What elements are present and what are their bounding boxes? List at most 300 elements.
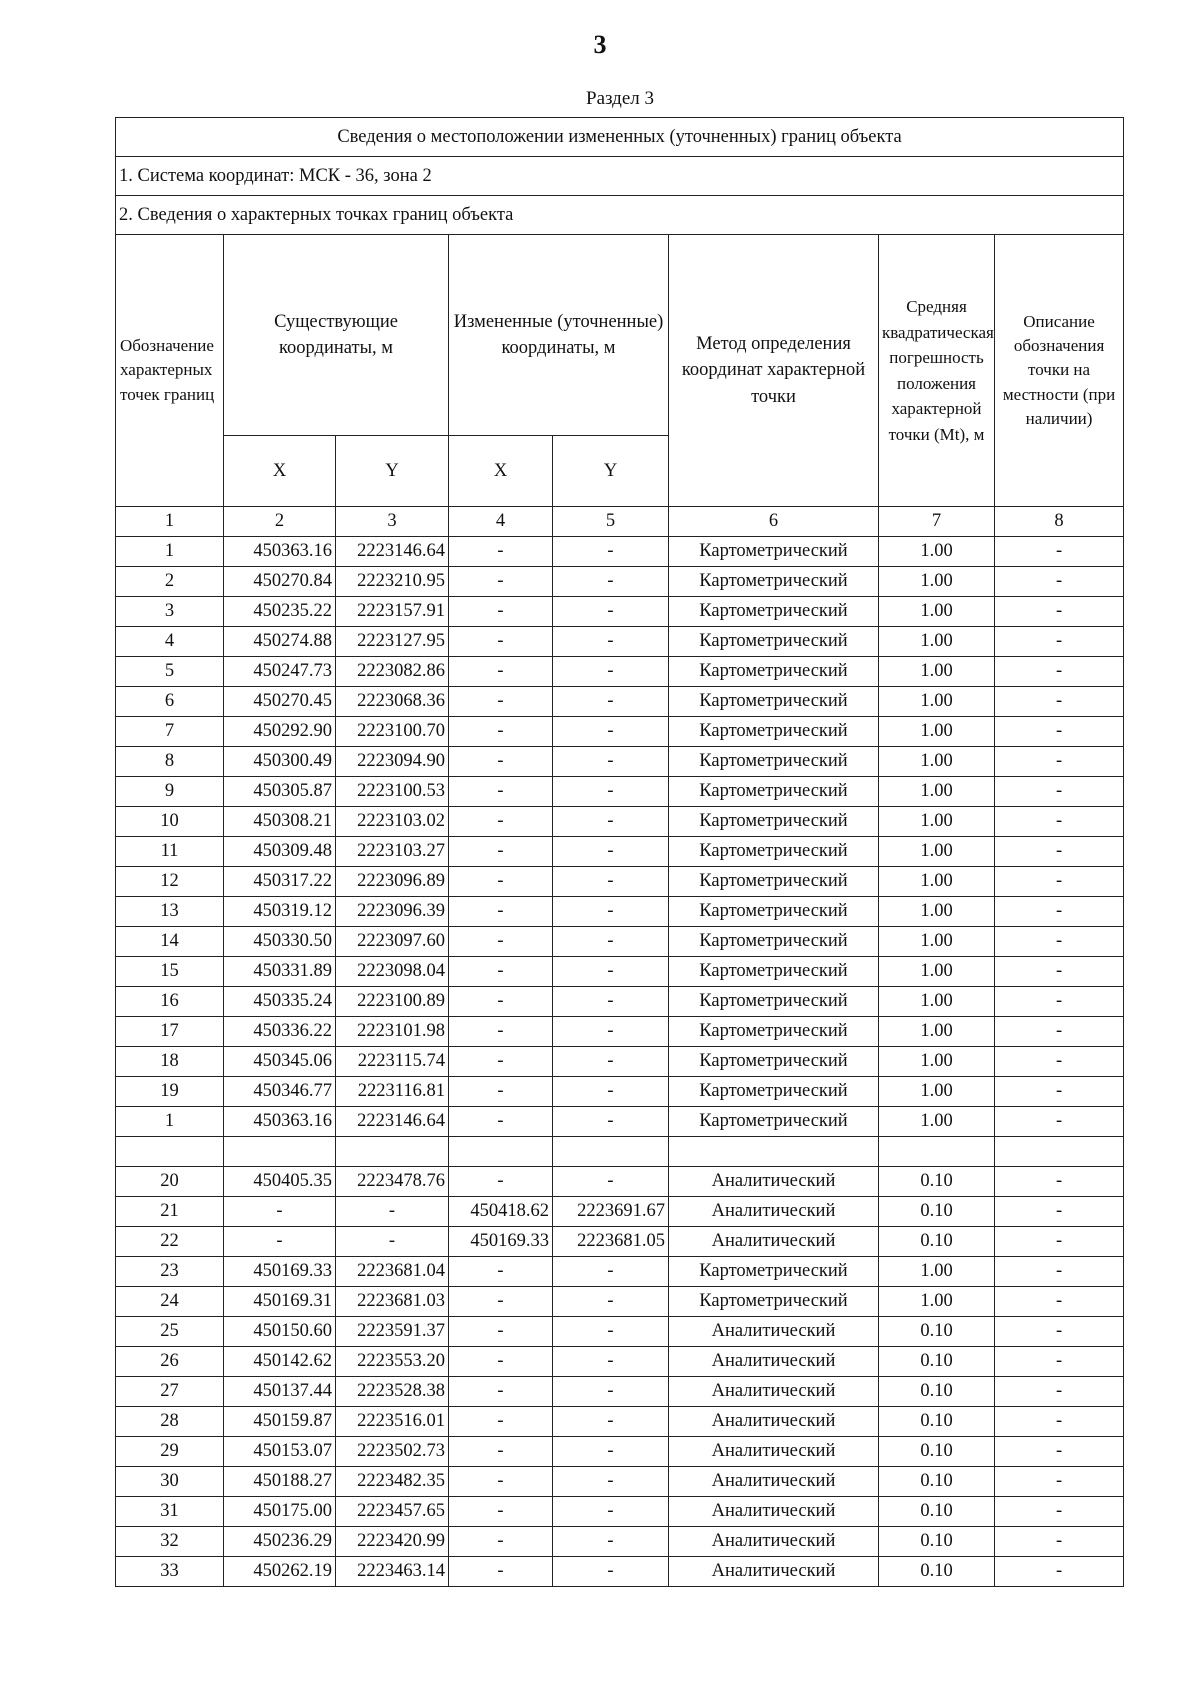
table-row	[116, 1077, 1124, 1107]
changed-y-cell: -	[553, 927, 669, 957]
existing-y-cell: 2223098.04	[336, 957, 449, 987]
existing-y-cell: 2223082.86	[336, 657, 449, 687]
table-row	[116, 1287, 1124, 1317]
changed-x-cell: -	[449, 1557, 553, 1587]
method-cell: Картометрический	[669, 867, 879, 897]
point-cell: 7	[116, 717, 224, 747]
point-cell: 24	[116, 1287, 224, 1317]
existing-x-cell: 450331.89	[224, 957, 336, 987]
table-row	[116, 597, 1124, 627]
changed-y-cell: -	[553, 957, 669, 987]
column-number: 3	[336, 507, 449, 537]
existing-y-cell: 2223157.91	[336, 597, 449, 627]
description-cell: -	[995, 867, 1124, 897]
existing-y-cell: 2223478.76	[336, 1167, 449, 1197]
table-row	[116, 717, 1124, 747]
accuracy-cell: 0.10	[879, 1467, 995, 1497]
accuracy-cell: 1.00	[879, 537, 995, 567]
method-cell: Картометрический	[669, 627, 879, 657]
coord-system: 1. Система координат: МСК - 36, зона 2	[116, 157, 1124, 196]
column-number: 4	[449, 507, 553, 537]
description-cell: -	[995, 1107, 1124, 1137]
existing-x-cell: 450175.00	[224, 1497, 336, 1527]
accuracy-cell	[879, 1137, 995, 1167]
existing-x-cell: 450137.44	[224, 1377, 336, 1407]
existing-x-cell: 450336.22	[224, 1017, 336, 1047]
description-cell: -	[995, 657, 1124, 687]
changed-y-cell: 2223691.67	[553, 1197, 669, 1227]
existing-x-cell: 450247.73	[224, 657, 336, 687]
changed-x-cell: -	[449, 807, 553, 837]
accuracy-cell: 0.10	[879, 1167, 995, 1197]
changed-x-cell: -	[449, 1317, 553, 1347]
changed-x-cell: -	[449, 1497, 553, 1527]
point-cell: 21	[116, 1197, 224, 1227]
existing-x-cell: 450300.49	[224, 747, 336, 777]
description-cell: -	[995, 987, 1124, 1017]
accuracy-cell: 1.00	[879, 807, 995, 837]
changed-y-cell: -	[553, 747, 669, 777]
changed-y-cell: -	[553, 1257, 669, 1287]
changed-y-cell: -	[553, 687, 669, 717]
existing-x-cell: 450153.07	[224, 1437, 336, 1467]
changed-x-cell: -	[449, 627, 553, 657]
description-cell	[995, 1137, 1124, 1167]
point-cell: 33	[116, 1557, 224, 1587]
changed-y-cell: -	[553, 777, 669, 807]
header-designation: Обозначение характерных точек границ	[116, 235, 224, 507]
existing-y-cell: 2223681.03	[336, 1287, 449, 1317]
existing-x-cell: 450363.16	[224, 537, 336, 567]
changed-y-cell: -	[553, 537, 669, 567]
changed-x-cell	[449, 1137, 553, 1167]
changed-x-cell: 450169.33	[449, 1227, 553, 1257]
table-row	[116, 747, 1124, 777]
changed-y-cell: 2223681.05	[553, 1227, 669, 1257]
point-cell: 1	[116, 1107, 224, 1137]
point-cell: 3	[116, 597, 224, 627]
existing-y-cell: -	[336, 1197, 449, 1227]
point-cell: 20	[116, 1167, 224, 1197]
existing-x-cell: 450236.29	[224, 1527, 336, 1557]
changed-y-cell: -	[553, 1287, 669, 1317]
changed-y-cell: -	[553, 717, 669, 747]
changed-y-cell: -	[553, 657, 669, 687]
table-row	[116, 537, 1124, 567]
method-cell: Аналитический	[669, 1497, 879, 1527]
section-label: Раздел 3	[586, 88, 654, 109]
existing-x-cell: 450305.87	[224, 777, 336, 807]
description-cell: -	[995, 597, 1124, 627]
table-row	[116, 1527, 1124, 1557]
header-existing-y: Y	[336, 436, 449, 507]
column-number: 5	[553, 507, 669, 537]
accuracy-cell: 1.00	[879, 657, 995, 687]
changed-y-cell: -	[553, 1017, 669, 1047]
method-cell: Аналитический	[669, 1317, 879, 1347]
point-cell: 13	[116, 897, 224, 927]
accuracy-cell: 1.00	[879, 717, 995, 747]
table-row	[116, 1347, 1124, 1377]
method-cell: Картометрический	[669, 747, 879, 777]
existing-y-cell: 2223210.95	[336, 567, 449, 597]
point-cell: 27	[116, 1377, 224, 1407]
changed-x-cell: -	[449, 777, 553, 807]
description-cell: -	[995, 687, 1124, 717]
changed-x-cell: -	[449, 537, 553, 567]
changed-y-cell: -	[553, 807, 669, 837]
method-cell: Аналитический	[669, 1197, 879, 1227]
accuracy-cell: 1.00	[879, 597, 995, 627]
changed-y-cell: -	[553, 1557, 669, 1587]
table-row	[116, 1497, 1124, 1527]
changed-x-cell: 450418.62	[449, 1197, 553, 1227]
point-cell: 5	[116, 657, 224, 687]
point-cell: 16	[116, 987, 224, 1017]
changed-x-cell: -	[449, 1167, 553, 1197]
description-cell: -	[995, 1257, 1124, 1287]
header-accuracy: Средняя квадратическая погрешность положения характерной точки (Mt), м	[879, 235, 995, 507]
changed-y-cell: -	[553, 837, 669, 867]
existing-x-cell: 450235.22	[224, 597, 336, 627]
method-cell: Аналитический	[669, 1227, 879, 1257]
method-cell: Аналитический	[669, 1527, 879, 1557]
description-cell: -	[995, 627, 1124, 657]
accuracy-cell: 1.00	[879, 837, 995, 867]
point-cell: 32	[116, 1527, 224, 1557]
accuracy-cell: 1.00	[879, 897, 995, 927]
accuracy-cell: 1.00	[879, 1047, 995, 1077]
table-row	[116, 837, 1124, 867]
method-cell: Картометрический	[669, 597, 879, 627]
accuracy-cell: 1.00	[879, 927, 995, 957]
changed-y-cell: -	[553, 1047, 669, 1077]
method-cell: Картометрический	[669, 957, 879, 987]
accuracy-cell: 1.00	[879, 687, 995, 717]
changed-x-cell: -	[449, 1257, 553, 1287]
column-number: 6	[669, 507, 879, 537]
point-cell: 23	[116, 1257, 224, 1287]
point-cell: 28	[116, 1407, 224, 1437]
existing-y-cell: 2223420.99	[336, 1527, 449, 1557]
description-cell: -	[995, 1557, 1124, 1587]
changed-x-cell: -	[449, 1287, 553, 1317]
description-cell: -	[995, 537, 1124, 567]
accuracy-cell: 0.10	[879, 1557, 995, 1587]
existing-x-cell: 450274.88	[224, 627, 336, 657]
table-row	[116, 927, 1124, 957]
existing-x-cell: 450405.35	[224, 1167, 336, 1197]
existing-y-cell	[336, 1137, 449, 1167]
point-cell: 25	[116, 1317, 224, 1347]
existing-x-cell	[224, 1137, 336, 1167]
accuracy-cell: 0.10	[879, 1437, 995, 1467]
accuracy-cell: 1.00	[879, 1077, 995, 1107]
description-cell: -	[995, 1077, 1124, 1107]
existing-y-cell: 2223463.14	[336, 1557, 449, 1587]
column-number: 1	[116, 507, 224, 537]
description-cell: -	[995, 777, 1124, 807]
table-row	[116, 897, 1124, 927]
changed-y-cell: -	[553, 1527, 669, 1557]
method-cell: Картометрический	[669, 1287, 879, 1317]
header-description: Описание обозначения точки на местности (при наличии)	[995, 235, 1124, 507]
description-cell: -	[995, 1497, 1124, 1527]
changed-y-cell: -	[553, 567, 669, 597]
description-cell: -	[995, 1017, 1124, 1047]
existing-x-cell: 450308.21	[224, 807, 336, 837]
accuracy-cell: 0.10	[879, 1377, 995, 1407]
method-cell: Аналитический	[669, 1377, 879, 1407]
point-cell: 6	[116, 687, 224, 717]
existing-x-cell: 450169.31	[224, 1287, 336, 1317]
table-row	[116, 1317, 1124, 1347]
changed-x-cell: -	[449, 1107, 553, 1137]
existing-x-cell: 450142.62	[224, 1347, 336, 1377]
description-cell: -	[995, 1227, 1124, 1257]
existing-y-cell: 2223146.64	[336, 1107, 449, 1137]
existing-y-cell: 2223101.98	[336, 1017, 449, 1047]
description-cell: -	[995, 717, 1124, 747]
changed-y-cell: -	[553, 1347, 669, 1377]
accuracy-cell: 1.00	[879, 867, 995, 897]
existing-x-cell: 450317.22	[224, 867, 336, 897]
changed-y-cell: -	[553, 627, 669, 657]
existing-y-cell: 2223103.27	[336, 837, 449, 867]
accuracy-cell: 1.00	[879, 627, 995, 657]
existing-y-cell: 2223115.74	[336, 1047, 449, 1077]
changed-x-cell: -	[449, 1467, 553, 1497]
changed-y-cell	[553, 1137, 669, 1167]
existing-y-cell: 2223094.90	[336, 747, 449, 777]
method-cell: Аналитический	[669, 1557, 879, 1587]
table-row	[116, 1137, 1124, 1167]
existing-y-cell: 2223100.89	[336, 987, 449, 1017]
method-cell: Картометрический	[669, 807, 879, 837]
existing-y-cell: 2223068.36	[336, 687, 449, 717]
existing-x-cell: 450169.33	[224, 1257, 336, 1287]
header-method: Метод определения координат характерной точки	[669, 235, 879, 507]
description-cell: -	[995, 1527, 1124, 1557]
existing-y-cell: 2223146.64	[336, 537, 449, 567]
method-cell: Картометрический	[669, 657, 879, 687]
description-cell: -	[995, 1377, 1124, 1407]
table-row	[116, 1197, 1124, 1227]
changed-x-cell: -	[449, 837, 553, 867]
changed-x-cell: -	[449, 1437, 553, 1467]
description-cell: -	[995, 1287, 1124, 1317]
method-cell: Аналитический	[669, 1407, 879, 1437]
existing-y-cell: 2223502.73	[336, 1437, 449, 1467]
changed-y-cell: -	[553, 1407, 669, 1437]
accuracy-cell: 0.10	[879, 1317, 995, 1347]
point-cell: 17	[116, 1017, 224, 1047]
existing-x-cell: 450330.50	[224, 927, 336, 957]
existing-y-cell: 2223116.81	[336, 1077, 449, 1107]
changed-x-cell: -	[449, 1527, 553, 1557]
table-row	[116, 657, 1124, 687]
existing-y-cell: -	[336, 1227, 449, 1257]
table-row	[116, 687, 1124, 717]
changed-y-cell: -	[553, 987, 669, 1017]
table-row	[116, 1557, 1124, 1587]
existing-y-cell: 2223528.38	[336, 1377, 449, 1407]
table-row	[116, 1227, 1124, 1257]
existing-y-cell: 2223127.95	[336, 627, 449, 657]
existing-x-cell: 450292.90	[224, 717, 336, 747]
existing-y-cell: 2223103.02	[336, 807, 449, 837]
existing-x-cell: 450188.27	[224, 1467, 336, 1497]
table-row	[116, 957, 1124, 987]
accuracy-cell: 0.10	[879, 1407, 995, 1437]
accuracy-cell: 0.10	[879, 1497, 995, 1527]
changed-x-cell: -	[449, 897, 553, 927]
points-heading: 2. Сведения о характерных точках границ объекта	[116, 196, 1124, 235]
description-cell: -	[995, 1467, 1124, 1497]
existing-y-cell: 2223096.39	[336, 897, 449, 927]
page-number: 3	[593, 30, 607, 59]
existing-x-cell: 450150.60	[224, 1317, 336, 1347]
existing-x-cell: -	[224, 1197, 336, 1227]
point-cell: 14	[116, 927, 224, 957]
changed-x-cell: -	[449, 657, 553, 687]
existing-y-cell: 2223100.70	[336, 717, 449, 747]
changed-y-cell: -	[553, 1467, 669, 1497]
table-row	[116, 777, 1124, 807]
accuracy-cell: 1.00	[879, 567, 995, 597]
table-row	[116, 627, 1124, 657]
existing-x-cell: 450346.77	[224, 1077, 336, 1107]
changed-x-cell: -	[449, 717, 553, 747]
changed-y-cell: -	[553, 1497, 669, 1527]
accuracy-cell: 1.00	[879, 1257, 995, 1287]
table-row	[116, 867, 1124, 897]
changed-x-cell: -	[449, 1407, 553, 1437]
column-number: 7	[879, 507, 995, 537]
accuracy-cell: 1.00	[879, 1017, 995, 1047]
changed-y-cell: -	[553, 897, 669, 927]
changed-y-cell: -	[553, 1107, 669, 1137]
point-cell: 29	[116, 1437, 224, 1467]
existing-y-cell: 2223482.35	[336, 1467, 449, 1497]
accuracy-cell: 0.10	[879, 1527, 995, 1557]
method-cell: Аналитический	[669, 1347, 879, 1377]
description-cell: -	[995, 1167, 1124, 1197]
accuracy-cell: 1.00	[879, 1287, 995, 1317]
method-cell: Картометрический	[669, 927, 879, 957]
method-cell: Аналитический	[669, 1437, 879, 1467]
point-cell: 2	[116, 567, 224, 597]
table-row	[116, 1437, 1124, 1467]
column-number: 2	[224, 507, 336, 537]
point-cell: 1	[116, 537, 224, 567]
accuracy-cell: 1.00	[879, 747, 995, 777]
description-cell: -	[995, 1047, 1124, 1077]
changed-y-cell: -	[553, 1167, 669, 1197]
method-cell: Картометрический	[669, 1077, 879, 1107]
existing-x-cell: 450270.45	[224, 687, 336, 717]
changed-y-cell: -	[553, 597, 669, 627]
changed-x-cell: -	[449, 1347, 553, 1377]
existing-y-cell: 2223097.60	[336, 927, 449, 957]
header-existing: Существующие координаты, м	[224, 235, 449, 436]
method-cell: Картометрический	[669, 537, 879, 567]
header-existing-x: X	[224, 436, 336, 507]
point-cell: 9	[116, 777, 224, 807]
existing-x-cell: 450309.48	[224, 837, 336, 867]
method-cell: Картометрический	[669, 1047, 879, 1077]
existing-x-cell: 450159.87	[224, 1407, 336, 1437]
method-cell: Картометрический	[669, 1017, 879, 1047]
point-cell: 8	[116, 747, 224, 777]
point-cell: 18	[116, 1047, 224, 1077]
accuracy-cell: 1.00	[879, 987, 995, 1017]
point-cell: 10	[116, 807, 224, 837]
existing-y-cell: 2223516.01	[336, 1407, 449, 1437]
description-cell: -	[995, 807, 1124, 837]
table-row	[116, 1377, 1124, 1407]
point-cell: 31	[116, 1497, 224, 1527]
changed-x-cell: -	[449, 687, 553, 717]
table-row	[116, 807, 1124, 837]
changed-y-cell: -	[553, 867, 669, 897]
changed-x-cell: -	[449, 567, 553, 597]
changed-y-cell: -	[553, 1377, 669, 1407]
boundary-points-table	[115, 117, 1124, 1587]
header-changed: Измененные (уточненные) координаты, м	[449, 235, 669, 436]
point-cell: 12	[116, 867, 224, 897]
description-cell: -	[995, 927, 1124, 957]
table-row	[116, 1257, 1124, 1287]
table-title: Сведения о местоположении измененных (уточненных) границ объекта	[116, 118, 1124, 157]
accuracy-cell: 1.00	[879, 777, 995, 807]
description-cell: -	[995, 1347, 1124, 1377]
method-cell: Картометрический	[669, 1257, 879, 1287]
description-cell: -	[995, 1437, 1124, 1467]
header-changed-y: Y	[553, 436, 669, 507]
method-cell: Картометрический	[669, 1107, 879, 1137]
accuracy-cell: 0.10	[879, 1347, 995, 1377]
point-cell: 30	[116, 1467, 224, 1497]
method-cell: Картометрический	[669, 987, 879, 1017]
method-cell: Картометрический	[669, 567, 879, 597]
description-cell: -	[995, 957, 1124, 987]
changed-x-cell: -	[449, 1377, 553, 1407]
description-cell: -	[995, 837, 1124, 867]
description-cell: -	[995, 1317, 1124, 1347]
method-cell: Картометрический	[669, 837, 879, 867]
changed-y-cell: -	[553, 1437, 669, 1467]
changed-x-cell: -	[449, 597, 553, 627]
point-cell: 4	[116, 627, 224, 657]
existing-y-cell: 2223553.20	[336, 1347, 449, 1377]
method-cell: Картометрический	[669, 687, 879, 717]
accuracy-cell: 1.00	[879, 1107, 995, 1137]
existing-y-cell: 2223681.04	[336, 1257, 449, 1287]
changed-x-cell: -	[449, 957, 553, 987]
table-row	[116, 1407, 1124, 1437]
point-cell: 19	[116, 1077, 224, 1107]
existing-x-cell: 450363.16	[224, 1107, 336, 1137]
column-number: 8	[995, 507, 1124, 537]
table-row	[116, 567, 1124, 597]
method-cell	[669, 1137, 879, 1167]
table-row	[116, 1017, 1124, 1047]
description-cell: -	[995, 1407, 1124, 1437]
changed-y-cell: -	[553, 1077, 669, 1107]
point-cell: 22	[116, 1227, 224, 1257]
changed-y-cell: -	[553, 1317, 669, 1347]
